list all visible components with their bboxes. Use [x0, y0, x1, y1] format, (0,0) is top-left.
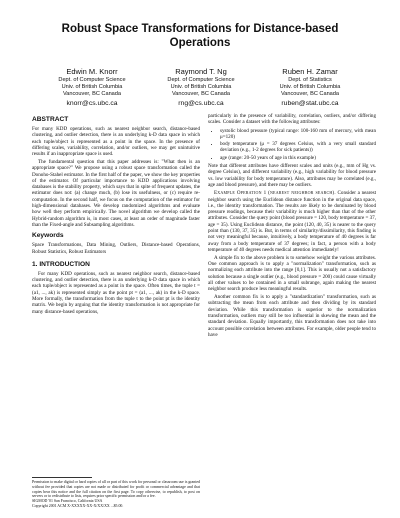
footnote-rule — [32, 477, 92, 478]
attribute-list — [208, 128, 376, 161]
author-city: Vancouver, BC Canada — [171, 91, 231, 97]
author-dept: Dept. of Computer Science — [167, 77, 235, 83]
introduction-heading: 1. INTRODUCTION — [32, 260, 90, 268]
footnote-venue: SIGMOD '01 San Francisco, California USA — [32, 499, 103, 504]
footnote-permission: Permission to make digital or hard copies of all or part of this work for personal or classroom use is granted without fee provided that copies are not made or distributed for profit or commercial advantage and that copies bear this notice and the full citation on the first page. To copy otherwise, to republish, to post on servers or to redistribute to lists, requires prior specific permission and/or a fee. — [32, 480, 200, 499]
example-label: Example Operation 1 — [214, 190, 267, 197]
title-line-2: Operations — [169, 37, 231, 49]
author-3 — [250, 67, 370, 108]
introduction-paragraph: For many KDD operations, such as nearest neighbor search, distance-based clustering, and outlier detection, there is an underlying k-D data space in which each tuple/object is represented as a point in the space. Often times, the tuple t = (a1, ..., ak) is represented simply as the point pt = (a1, ..., ak) in the k-D space. More formally, the transformation from the tuple t to the point pt is the identity matrix. We begin by arguing that the identity transformation is not appropriate for many distance-based operations, — [32, 270, 200, 315]
author-dept: Dept. of Statistics — [288, 77, 332, 83]
example-operation-paragraph — [208, 190, 376, 253]
author-univ: Univ. of British Columbia — [279, 84, 341, 90]
list-item: • systolic blood pressure (typical range: 100-160 mm of mercury, with mean μ=120) — [220, 128, 376, 141]
author-city: Vancouver, BC Canada — [62, 91, 122, 97]
paper-title — [30, 22, 370, 50]
example-text: Consider a nearest neighbor search using the Euclidean distance function in the original data space, i.e., the identity transformation. The results are likely to be dominated by blood pressure readings, because their variability is much higher than that of the other attributes. Consider the query point (blood pressure = 120, body temperature = 37, age = 35). Using Euclidean distance, the point (120, 40, 35) is nearer to the query point than (130, 37, 35) is. But, in terms of similarity/dissimilarity, this finding is not very meaningful because, intuitively, a body temperature of 40 degrees is far away from a body temperature of 37 degrees; in fact, a person with a body temperature of 40 degrees needs medical attention immediately! — [208, 190, 377, 253]
copyright-footnote — [32, 477, 200, 509]
author-email: ruben@stat.ubc.ca — [281, 100, 339, 107]
author-dept: Dept. of Computer Science — [58, 77, 126, 83]
author-univ: Univ. of British Columbia — [61, 84, 123, 90]
attributes-note-paragraph: Note that different attributes have different scales and units (e.g., mm of Hg vs. degree Celsius), and different variability (e.g., high variability for blood pressure vs. low variability for body temperature). Also, attributes may be correlated (e.g., age and blood pressure), and there may be outliers. — [208, 163, 376, 188]
list-item: • body temperature (μ = 37 degrees Celsius, with a very small standard deviation (e.g., 1-2 degrees for sick patients)) — [220, 141, 376, 154]
title-line-1: Robust Space Transformations for Distance-based — [61, 23, 339, 35]
author-email: knorr@cs.ubc.ca — [66, 100, 118, 107]
author-name: Edwin M. Knorr — [66, 67, 118, 76]
author-name: Raymond T. Ng — [175, 67, 227, 76]
right-column — [208, 113, 376, 340]
author-name: Ruben H. Zamar — [282, 67, 338, 76]
right-intro-paragraph: particularly in the presence of variability, correlation, outliers, and/or differing scales. Consider a dataset with the following attributes: — [208, 113, 376, 126]
keywords-text: Space Transformations, Data Mining, Outliers, Distance-based Operations, Robust Statistics, Robust Estimators — [32, 242, 200, 255]
author-email: rng@cs.ubc.ca — [178, 100, 224, 107]
keywords-heading: Keywords — [32, 232, 64, 240]
left-column — [32, 112, 200, 316]
abstract-paragraph-2: The fundamental question that this paper addresses is: "What then is an appropriate space?" We propose using a robust space transformation called the Donoho-Stahel estimator. In the first half of the paper, we show the key properties of the estimator. Of particular importance to KDD applications involving databases is the stability property, which says that in spite of frequent updates, the estimator does not: (a) change much, (b) lose its usefulness, or (c) require re-computation. In the second half, we focus on the computation of the estimator for high-dimensional databases. We develop randomized algorithms and evaluate how well they perform empirically. The novel algorithm we develop called the Hybrid-random algorithm is, in most cases, at least an order of magnitude faster than the Fixed-angle and Subsampling algorithms. — [32, 158, 200, 228]
normalization-paragraph: A simple fix to the above problem is to somehow weight the various attributes. One common approach is to apply a "normalization" transformation, such as normalizing each attribute into the range [0,1]. This is usually not a satisfactory solution because a single outlier (e.g., blood pressure = 200) could cause virtually all other values to be contained in a small subrange, again making the nearest neighbor search produce less meaningful results. — [208, 254, 376, 293]
abstract-heading: ABSTRACT — [32, 116, 69, 123]
example-tag: (nearest neighbor search). — [268, 190, 336, 197]
abstract-paragraph-1: For many KDD operations, such as nearest neighbor search, distance-based clustering, and outlier detection, there is an underlying k-D data space in which each tuple/object is represented as a point in the space. In the presence of differing scales, variability, correlation, and/or outliers, we may get unintuitive results if an inappropriate space is used. — [32, 126, 200, 158]
footnote-copyright: Copyright 2001 ACM X-XXXXX-XX-X/XX/XX ...$5.00. — [32, 503, 124, 508]
author-2 — [141, 67, 261, 108]
author-city: Vancouver, BC Canada — [280, 91, 340, 97]
author-1 — [32, 67, 152, 108]
standardization-paragraph: Another common fix is to apply a "standardization" transformation, such as subtracting the mean from each attribute and then dividing by its standard deviation. While this transformation is superior to the normalization transformation, outliers may still be too influential in skewing the mean and the standard deviation. Equally importantly, this transformation does not take into account possible correlation between attributes. For example, older people tend to have — [208, 294, 376, 338]
list-item: • age (range: 20-50 years of age in this example) — [220, 155, 376, 161]
author-univ: Univ. of British Columbia — [170, 84, 232, 90]
